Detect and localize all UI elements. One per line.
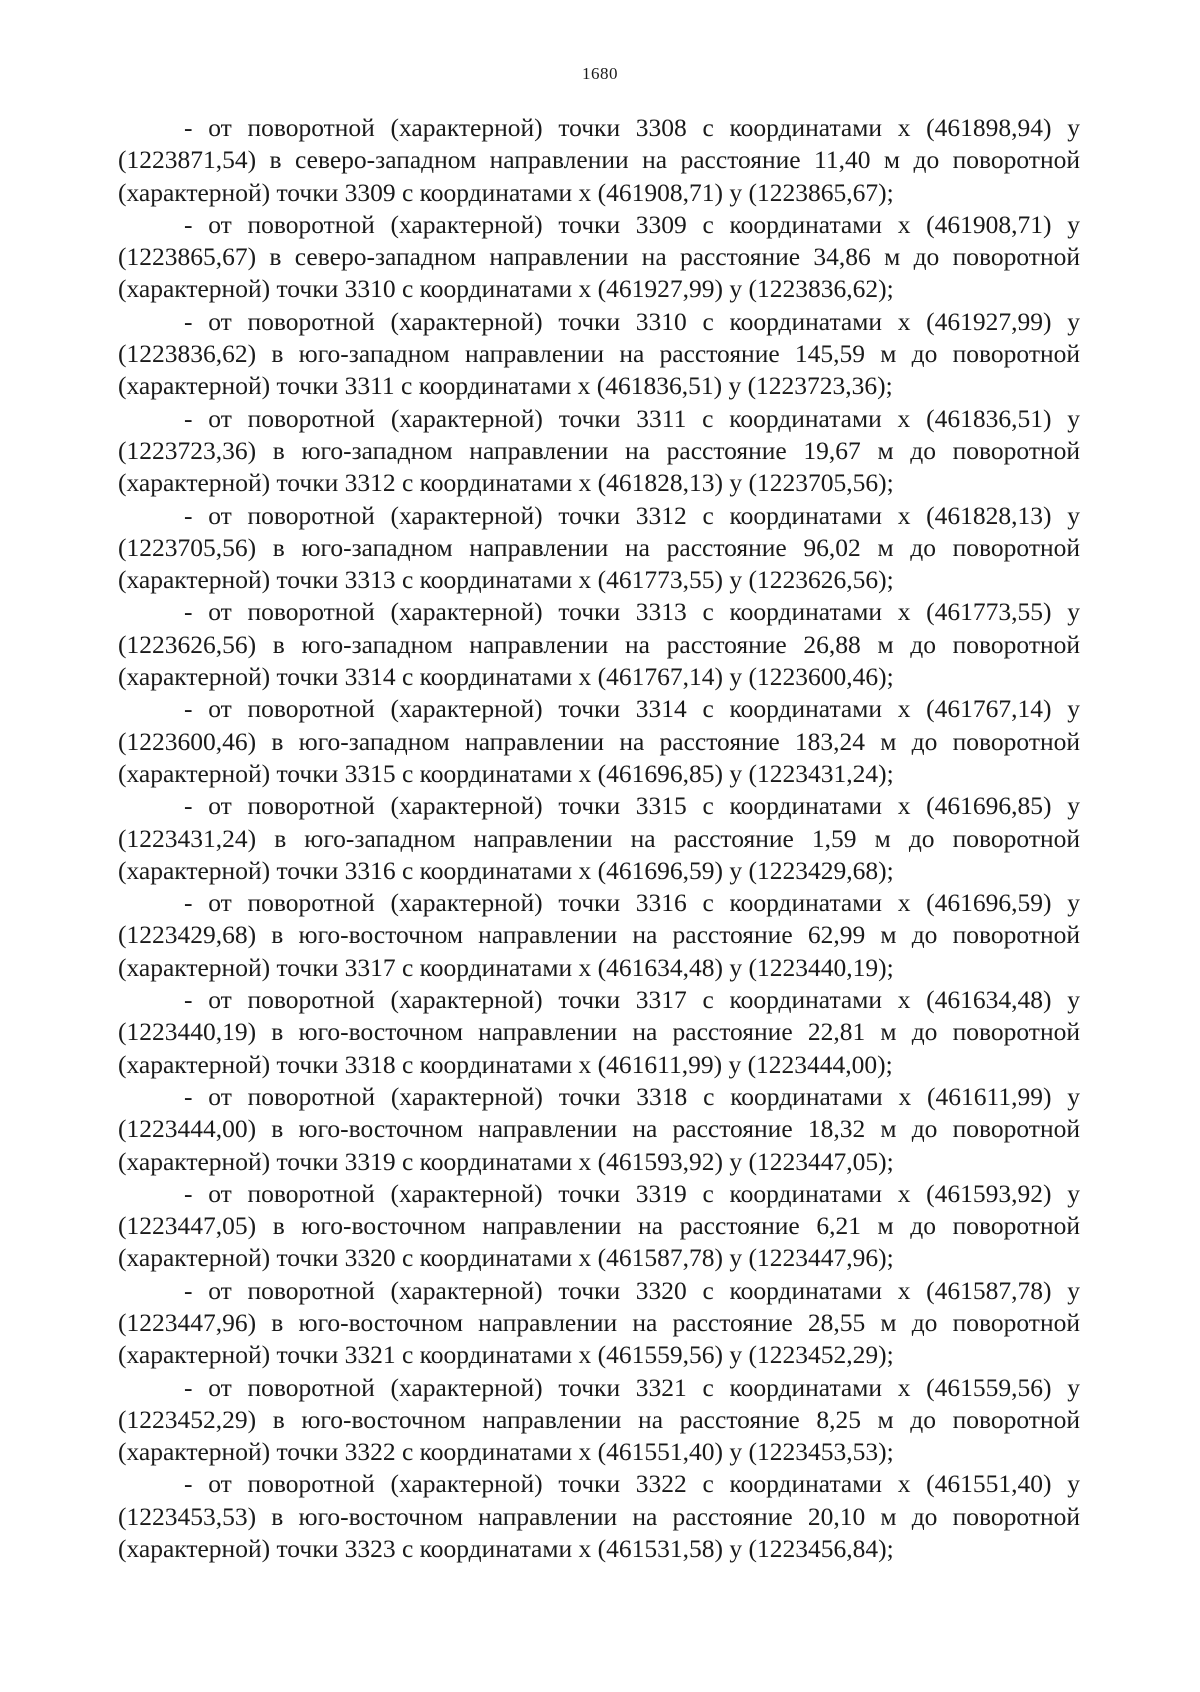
boundary-segment: - от поворотной (характерной) точки 3316 с координатами х (461696,59) у (1223429,68) в юго-восточном направлении на расстояние 62,99 м до поворотной (характерной) точки 3317 с координатами х (461634,48) у (1223440,19); <box>118 888 1080 982</box>
boundary-segment: - от поворотной (характерной) точки 3308 с координатами х (461898,94) у (1223871,54) в северо-западном направлении на расстояние 11,40 м до поворотной (характерной) точки 3309 с координатами х (461908,71) у (1223865,67); <box>118 113 1080 207</box>
boundary-segment: - от поворотной (характерной) точки 3322 с координатами х (461551,40) у (1223453,53) в юго-восточном направлении на расстояние 20,10 м до поворотной (характерной) точки 3323 с координатами х (461531,58) у (1223456,84); <box>118 1469 1080 1564</box>
boundary-segment: - от поворотной (характерной) точки 3319 с координатами х (461593,92) у (1223447,05) в юго-восточном направлении на расстояние 6,21 м до поворотной (характерной) точки 3320 с координатами х (461587,78) у (1223447,96); <box>118 1178 1080 1273</box>
boundary-segment: - от поворотной (характерной) точки 3317 с координатами х (461634,48) у (1223440,19) в юго-восточном направлении на расстояние 22,81 м до поворотной (характерной) точки 3318 с координатами х (461611,99) у (1223444,00); <box>118 985 1080 1079</box>
boundary-segment: - от поворотной (характерной) точки 3311 с координатами х (461836,51) у (1223723,36) в юго-западном направлении на расстояние 19,67 м до поворотной (характерной) точки 3312 с координатами х (461828,13) у (1223705,56); <box>118 403 1080 498</box>
boundary-segment: - от поворотной (характерной) точки 3310 с координатами х (461927,99) у (1223836,62) в юго-западном направлении на расстояние 145,59 м до поворотной (характерной) точки 3311 с координатами х (461836,51) у (1223723,36); <box>118 306 1080 401</box>
boundary-segment: - от поворотной (характерной) точки 3321 с координатами х (461559,56) у (1223452,29) в юго-восточном направлении на расстояние 8,25 м до поворотной (характерной) точки 3322 с координатами х (461551,40) у (1223453,53); <box>118 1372 1080 1467</box>
boundary-segment: - от поворотной (характерной) точки 3318 с координатами х (461611,99) у (1223444,00) в юго-восточном направлении на расстояние 18,32 м до поворотной (характерной) точки 3319 с координатами х (461593,92) у (1223447,05); <box>118 1081 1080 1176</box>
boundary-segment: - от поворотной (характерной) точки 3313 с координатами х (461773,55) у (1223626,56) в юго-западном направлении на расстояние 26,88 м до поворотной (характерной) точки 3314 с координатами х (461767,14) у (1223600,46); <box>118 597 1080 692</box>
boundary-segment: - от поворотной (характерной) точки 3309 с координатами х (461908,71) у (1223865,67) в северо-западном направлении на расстояние 34,86 м до поворотной (характерной) точки 3310 с координатами х (461927,99) у (1223836,62); <box>118 209 1080 304</box>
boundary-segment: - от поворотной (характерной) точки 3314 с координатами х (461767,14) у (1223600,46) в юго-западном направлении на расстояние 183,24 м до поворотной (характерной) точки 3315 с координатами х (461696,85) у (1223431,24); <box>118 694 1080 788</box>
boundary-segment: - от поворотной (характерной) точки 3320 с координатами х (461587,78) у (1223447,96) в юго-восточном направлении на расстояние 28,55 м до поворотной (характерной) точки 3321 с координатами х (461559,56) у (1223452,29); <box>118 1275 1080 1370</box>
boundary-segment: - от поворотной (характерной) точки 3315 с координатами х (461696,85) у (1223431,24) в юго-западном направлении на расстояние 1,59 м до поворотной (характерной) точки 3316 с координатами х (461696,59) у (1223429,68); <box>118 791 1080 885</box>
page-number: 1680 <box>582 64 618 83</box>
document-body <box>118 112 1080 1565</box>
boundary-segment: - от поворотной (характерной) точки 3312 с координатами х (461828,13) у (1223705,56) в юго-западном направлении на расстояние 96,02 м до поворотной (характерной) точки 3313 с координатами х (461773,55) у (1223626,56); <box>118 500 1080 595</box>
